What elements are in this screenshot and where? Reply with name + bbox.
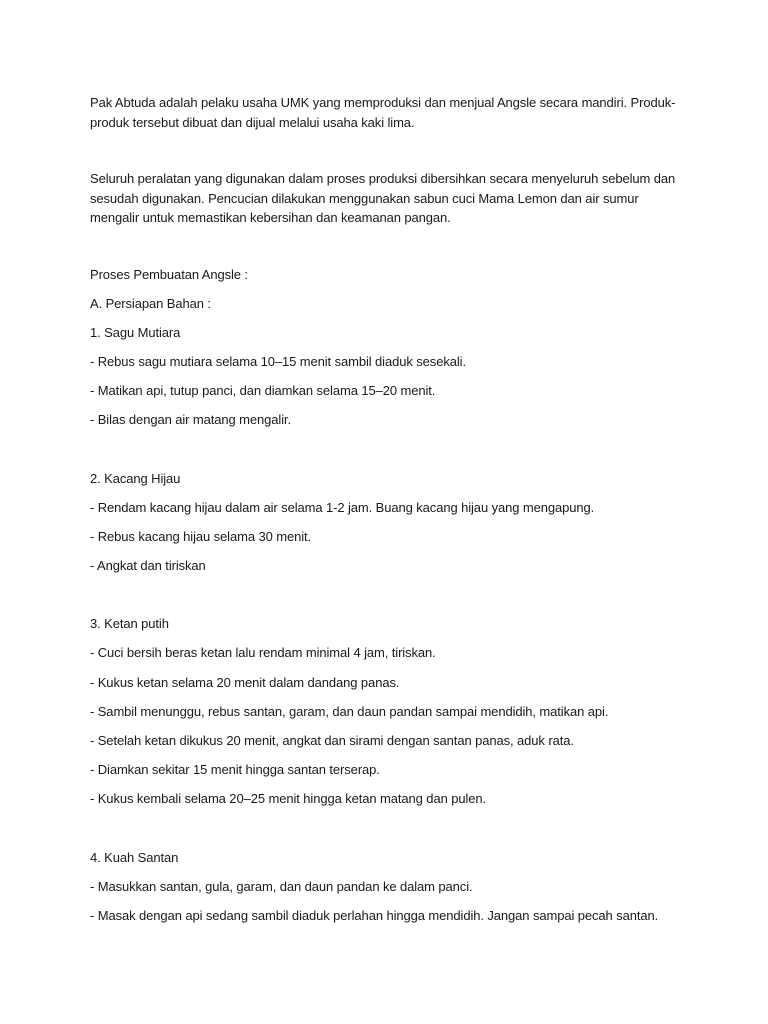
- step-line: - Rebus kacang hijau selama 30 menit.: [90, 529, 312, 544]
- step-line: - Bilas dengan air matang mengalir.: [90, 412, 292, 427]
- step-line: - Setelah ketan dikukus 20 menit, angkat dan sirami dengan santan panas, aduk rata.: [90, 733, 574, 748]
- step-line: - Sambil menunggu, rebus santan, garam, dan daun pandan sampai mendidih, matikan api.: [90, 704, 609, 719]
- item-heading-kacang-hijau: 2. Kacang Hijau: [90, 471, 181, 486]
- intro-paragraph: Pak Abtuda adalah pelaku usaha UMK yang memproduksi dan menjual Angsle secara mandiri. Produk-produk tersebut dibuat dan dijual melalui usaha kaki lima.: [90, 95, 676, 130]
- step-line: - Kukus ketan selama 20 menit dalam dandang panas.: [90, 675, 400, 690]
- step-line: - Angkat dan tiriskan: [90, 558, 206, 573]
- step-line: - Kukus kembali selama 20–25 menit hingga ketan matang dan pulen.: [90, 791, 487, 806]
- item-heading-ketan-putih: 3. Ketan putih: [90, 616, 169, 631]
- section-a-heading: A. Persiapan Bahan :: [90, 296, 211, 311]
- step-line: - Rebus sagu mutiara selama 10–15 menit sambil diaduk sesekali.: [90, 354, 466, 369]
- item-heading-kuah-santan: 4. Kuah Santan: [90, 850, 179, 865]
- step-line: - Rendam kacang hijau dalam air selama 1-2 jam. Buang kacang hijau yang mengapung.: [90, 500, 595, 515]
- step-line: - Diamkan sekitar 15 menit hingga santan terserap.: [90, 762, 380, 777]
- step-line: - Cuci bersih beras ketan lalu rendam minimal 4 jam, tiriskan.: [90, 645, 436, 660]
- step-line: - Matikan api, tutup panci, dan diamkan selama 15–20 menit.: [90, 383, 436, 398]
- item-heading-sagu: 1. Sagu Mutiara: [90, 325, 181, 340]
- step-line: - Masukkan santan, gula, garam, dan daun pandan ke dalam panci.: [90, 879, 473, 894]
- step-line: - Masak dengan api sedang sambil diaduk perlahan hingga mendidih. Jangan sampai pecah santan.: [90, 908, 659, 923]
- cleaning-paragraph: Seluruh peralatan yang digunakan dalam proses produksi dibersihkan secara menyeluruh sebelum dan sesudah digunakan. Pencucian dilakukan menggunakan sabun cuci Mama Lemon dan air sumur mengalir untuk memastikan kebersihan dan keamanan pangan.: [90, 171, 676, 225]
- process-title: Proses Pembuatan Angsle :: [90, 267, 248, 282]
